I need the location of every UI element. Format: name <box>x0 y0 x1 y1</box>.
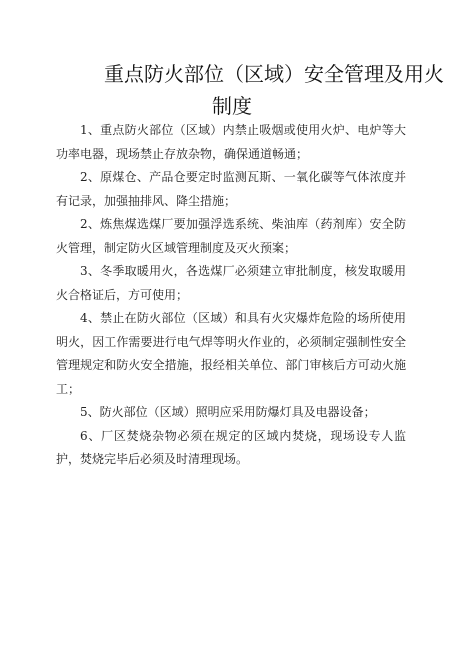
paragraph-1: 1、重点防火部位（区域）内禁止吸烟或使用火炉、电炉等大功率电器，现场禁止存放杂物，确保通道畅通； <box>56 123 406 161</box>
paragraph-3: 2、炼焦煤选煤厂要加强浮选系统、柴油库（药剂库）安全防火管理，制定防火区域管理制度及灭火预案； <box>56 217 406 255</box>
document-title-line-1: 重点防火部位（区域）安全管理及用火 <box>104 62 444 86</box>
document-body <box>56 119 406 472</box>
paragraph-7: 6、厂区焚烧杂物必须在规定的区域内焚烧，现场设专人监护，焚烧完毕后必须及时清理现场。 <box>56 428 406 466</box>
paragraph-2: 2、原煤仓、产品仓要定时监测瓦斯、一氧化碳等气体浓度并有记录，加强抽排风、降尘措施； <box>56 170 406 208</box>
paragraph-4: 3、冬季取暖用火，各选煤厂必须建立审批制度，核发取暖用火合格证后，方可使用； <box>56 264 406 302</box>
document-title-line-2: 制度 <box>212 94 252 118</box>
paragraph-6: 5、防火部位（区域）照明应采用防爆灯具及电器设备； <box>80 405 376 419</box>
paragraph-5: 4、禁止在防火部位（区域）和具有火灾爆炸危险的场所使用明火，因工作需要进行电气焊等明火作业的，必须制定强制性安全管理规定和防火安全措施，报经相关单位、部门审核后方可动火施工； <box>56 311 406 396</box>
